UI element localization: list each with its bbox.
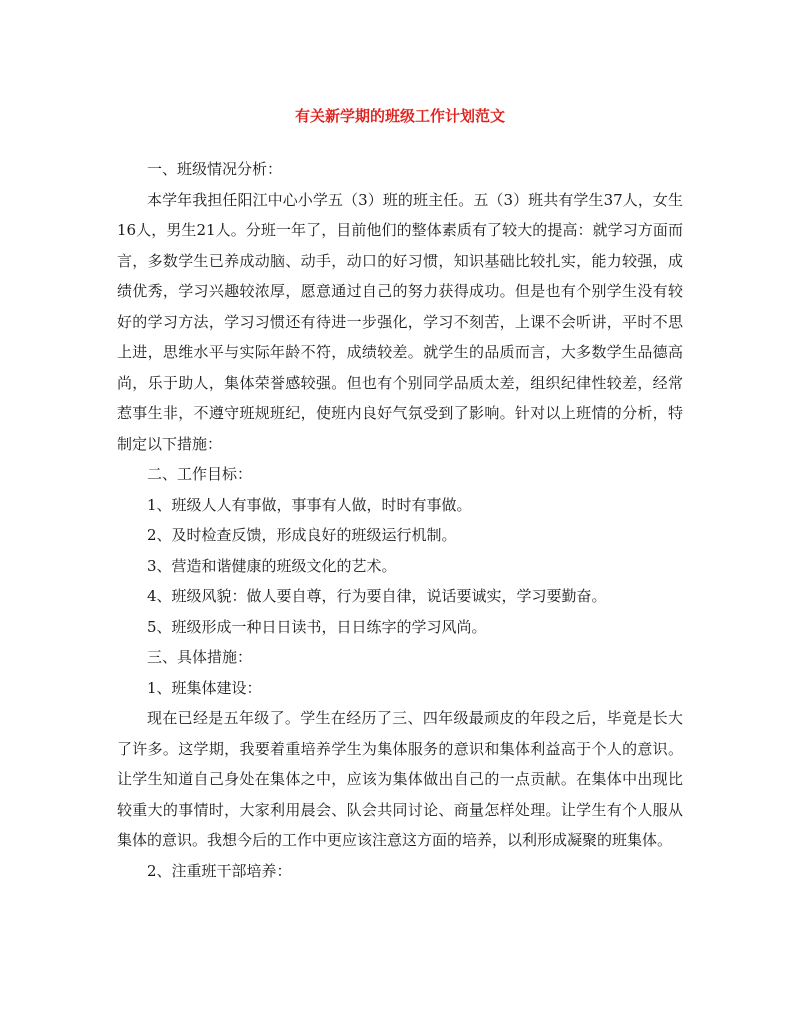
section-heading-class-analysis: 一、班级情况分析： [147, 160, 283, 178]
section-heading-work-goals: 二、工作目标： [147, 465, 253, 483]
goal-item-2: 2、及时检查反馈，形成良好的班级运行机制。 [147, 526, 457, 544]
document-body [117, 154, 683, 886]
section-heading-measures: 三、具体措施： [147, 648, 253, 666]
goal-item-4: 4、班级风貌：做人要自尊，行为要自律，说话要诚实，学习要勤奋。 [147, 587, 607, 605]
class-analysis-paragraph: 本学年我担任阳江中心小学五（3）班的班主任。五（3）班共有学生37人，女生16人，男生21人。分班一年了，目前他们的整体素质有了较大的提高：就学习方面而言，多数学生已养成动脑、动手，动口的好习惯，知识基础比较扎实，能力较强，成绩优秀，学习兴趣较浓厚，愿意通过自己的努力获得成功。但是也有个别学生没有较好的学习方法，学习习惯还有待进一步强化，学习不刻苦，上课不会听讲，平时不思上进，思维水平与实际年龄不符，成绩较差。就学生的品质而言，大多数学生品德高尚，乐于助人，集体荣誉感较强。但也有个别同学品质太差，组织纪律性较差，经常惹事生非，不遵守班规班纪，使班内良好气氛受到了影响。针对以上班情的分析，特制定以下措施： [117, 190, 683, 453]
measure-heading-cadre-training: 2、注重班干部培养： [147, 861, 292, 880]
goal-item-1: 1、班级人人有事做，事事有人做，时时有事做。 [147, 495, 472, 514]
class-building-paragraph: 现在已经是五年级了。学生在经历了三、四年级最顽皮的年段之后，毕竟是长大了许多。这学期，我要着重培养学生为集体服务的意识和集体利益高于个人的意识。让学生知道自己身处在集体之中，应该为集体做出自己的一点贡献。在集体中出现比较重大的事情时，大家利用晨会、队会共同讨论、商量怎样处理。让学生有个人服从集体的意识。我想今后的工作中更应该注意这方面的培养，以利形成凝聚的班集体。 [117, 709, 683, 849]
measure-heading-class-building: 1、班集体建设： [147, 678, 262, 697]
goal-item-5: 5、班级形成一种日日读书，日日练字的学习风尚。 [147, 617, 487, 636]
goal-item-3: 3、营造和谐健康的班级文化的艺术。 [147, 556, 397, 575]
document-title: 有关新学期的班级工作计划范文 [294, 107, 505, 125]
